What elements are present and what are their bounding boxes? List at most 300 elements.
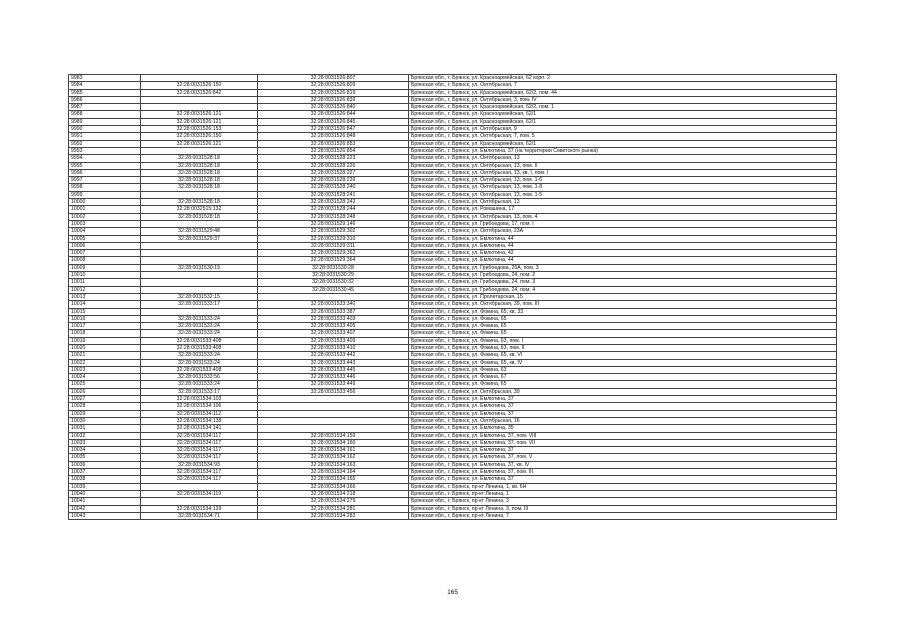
- land-cadastral-number-cell: 32:28:0031529:48: [141, 228, 258, 235]
- address-cell: Брянская обл., г. Брянск, ул. Емлютина, 37, кв. IV: [409, 461, 837, 468]
- address-cell: Брянская обл., г. Брянск, ул. Емлютина, 37: [409, 403, 837, 410]
- address-cell: Брянская обл., г. Брянск, пр-кт Ленина, 1: [409, 490, 837, 497]
- land-cadastral-number-cell: 32:28:0031534:129: [141, 505, 258, 512]
- row-number-cell: 10000: [69, 199, 141, 206]
- object-cadastral-number-cell: 32:28:0031533:409: [258, 337, 409, 344]
- table-row: [69, 133, 837, 140]
- row-number-cell: 10009: [69, 264, 141, 271]
- address-cell: Брянская обл., г. Брянск, ул. Емлютина, 37: [409, 410, 837, 417]
- object-cadastral-number-cell: 32:28:0031530:45: [258, 286, 409, 293]
- address-cell: Брянская обл., г. Брянск, ул. Емлютина, 42: [409, 250, 837, 257]
- address-cell: Брянская обл., г. Брянск, ул. Красноармейская, 62/2, пом. 44: [409, 89, 837, 96]
- table-row: [69, 293, 837, 300]
- table-row: [69, 432, 837, 439]
- object-cadastral-number-cell: 32:28:0031529:362: [258, 250, 409, 257]
- row-number-cell: 10034: [69, 447, 141, 454]
- table-row: [69, 454, 837, 461]
- row-number-cell: 9993: [69, 147, 141, 154]
- row-number-cell: 10026: [69, 388, 141, 395]
- object-cadastral-number-cell: 32:28:0031526:839: [258, 96, 409, 103]
- land-cadastral-number-cell: [141, 75, 258, 82]
- row-number-cell: 10028: [69, 403, 141, 410]
- table-row: [69, 469, 837, 476]
- table-row: [69, 359, 837, 366]
- object-cadastral-number-cell: 32:28:0031534:162: [258, 454, 409, 461]
- table-row: [69, 228, 837, 235]
- land-cadastral-number-cell: [141, 220, 258, 227]
- page-number: 165: [447, 589, 458, 596]
- table-row: [69, 104, 837, 111]
- land-cadastral-number-cell: 32:28:0031526:121: [141, 111, 258, 118]
- object-cadastral-number-cell: 32:28:0031528:244: [258, 206, 409, 213]
- land-cadastral-number-cell: [141, 96, 258, 103]
- object-cadastral-number-cell: 32:28:0031533:456: [258, 388, 409, 395]
- address-cell: Брянская обл., г. Брянск, ул. Красноармейская, 62 корп. 2: [409, 75, 837, 82]
- table-row: [69, 410, 837, 417]
- address-cell: Брянская обл., г. Брянск, ул. Октябрьская, 13, пом. 1-6: [409, 177, 837, 184]
- row-number-cell: 10003: [69, 220, 141, 227]
- land-cadastral-number-cell: 32:28:0031532:15: [141, 293, 258, 300]
- address-cell: Брянская обл., г. Брянск, ул. Красноармейская, 62/2, пом. 1: [409, 104, 837, 111]
- land-cadastral-number-cell: 32:28:0031526:842: [141, 89, 258, 96]
- row-number-cell: 10031: [69, 425, 141, 432]
- object-cadastral-number-cell: 32:28:0031534:161: [258, 447, 409, 454]
- land-cadastral-number-cell: 32:28:0031533:24: [141, 323, 258, 330]
- address-cell: Брянская обл., г. Брянск, ул. Емлютина, 44: [409, 242, 837, 249]
- row-number-cell: 10041: [69, 498, 141, 505]
- row-number-cell: 10021: [69, 352, 141, 359]
- row-number-cell: 10020: [69, 344, 141, 351]
- table-row: [69, 490, 837, 497]
- row-number-cell: 10005: [69, 235, 141, 242]
- row-number-cell: 9990: [69, 126, 141, 133]
- row-number-cell: 9997: [69, 177, 141, 184]
- object-cadastral-number-cell: 32:28:0031534:279: [258, 498, 409, 505]
- land-cadastral-number-cell: 32:28:0031533:408: [141, 337, 258, 344]
- address-cell: Брянская обл., г. Брянск, ул. Фокина, 65: [409, 323, 837, 330]
- address-cell: Брянская обл., г. Брянск, ул. Октябрьская, 9: [409, 126, 837, 133]
- object-cadastral-number-cell: [258, 403, 409, 410]
- land-cadastral-number-cell: 32:28:0031534:106: [141, 403, 258, 410]
- object-cadastral-number-cell: 32:28:0031529:302: [258, 228, 409, 235]
- land-cadastral-number-cell: [141, 104, 258, 111]
- table-row: [69, 498, 837, 505]
- row-number-cell: 10013: [69, 293, 141, 300]
- table-row: [69, 344, 837, 351]
- address-cell: Брянская обл., г. Брянск, ул. Фокина, 67: [409, 374, 837, 381]
- land-cadastral-number-cell: 32:28:0031533:17: [141, 301, 258, 308]
- table-row: [69, 388, 837, 395]
- row-number-cell: 10018: [69, 330, 141, 337]
- address-cell: Брянская обл., г. Брянск, ул. Емлютина, 37: [409, 476, 837, 483]
- land-cadastral-number-cell: [141, 308, 258, 315]
- address-cell: Брянская обл., г. Брянск, ул. Октябрьская, 13: [409, 155, 837, 162]
- table-row: [69, 308, 837, 315]
- table-row: [69, 184, 837, 191]
- land-cadastral-number-cell: [141, 498, 258, 505]
- land-cadastral-number-cell: 32:28:0031528:18: [141, 213, 258, 220]
- row-number-cell: 9984: [69, 82, 141, 89]
- object-cadastral-number-cell: 32:28:0031526:854: [258, 147, 409, 154]
- table-row: [69, 483, 837, 490]
- table-row: [69, 75, 837, 82]
- land-cadastral-number-cell: [141, 272, 258, 279]
- land-cadastral-number-cell: 32:28:0031534:117: [141, 432, 258, 439]
- address-cell: Брянская обл., г. Брянск, ул. Емлютина, 37, пом. V: [409, 454, 837, 461]
- table-row: [69, 337, 837, 344]
- table-row: [69, 250, 837, 257]
- table-row: [69, 425, 837, 432]
- address-cell: Брянская обл., г. Брянск, ул. Пролетарская, 15: [409, 293, 837, 300]
- land-cadastral-number-cell: 32:28:0031533:408: [141, 366, 258, 373]
- row-number-cell: 9987: [69, 104, 141, 111]
- address-cell: Брянская обл., г. Брянск, ул. Октябрьская, 13, пом. 4: [409, 213, 837, 220]
- address-cell: Брянская обл., г. Брянск, ул. Емлютина, 37 (на территории Советского рынка): [409, 147, 837, 154]
- land-cadastral-number-cell: 32:28:0031533:24: [141, 330, 258, 337]
- object-cadastral-number-cell: 32:28:0031528:248: [258, 213, 409, 220]
- land-cadastral-number-cell: 32:28:0031530:19: [141, 264, 258, 271]
- row-number-cell: 10022: [69, 359, 141, 366]
- land-cadastral-number-cell: 32:28:0031534:119: [141, 490, 258, 497]
- address-cell: Брянская обл., г. Брянск, ул. Емлютина, 37: [409, 396, 837, 403]
- table-row: [69, 264, 837, 271]
- address-cell: Брянская обл., г. Брянск, ул. Фокина, 63, пом. I: [409, 337, 837, 344]
- row-number-cell: 10037: [69, 469, 141, 476]
- land-cadastral-number-cell: 32:28:0032515:132: [141, 206, 258, 213]
- address-cell: Брянская обл., г. Брянск, ул. Октябрьская, 23А: [409, 228, 837, 235]
- object-cadastral-number-cell: 32:28:0031533:387: [258, 308, 409, 315]
- table-row: [69, 417, 837, 424]
- object-cadastral-number-cell: [258, 410, 409, 417]
- address-cell: Брянская обл., г. Брянск, ул. Емлютина, 37, пом. VIII: [409, 432, 837, 439]
- row-number-cell: 10043: [69, 512, 141, 519]
- row-number-cell: 10032: [69, 432, 141, 439]
- object-cadastral-number-cell: 32:28:0031533:407: [258, 330, 409, 337]
- address-cell: Брянская обл., г. Брянск, ул. Фокина, 65, кв. 33: [409, 308, 837, 315]
- address-cell: Брянская обл., г. Брянск, ул. Октябрьская, 3, пом. IV: [409, 96, 837, 103]
- object-cadastral-number-cell: 32:28:0031526:844: [258, 111, 409, 118]
- row-number-cell: 10011: [69, 279, 141, 286]
- object-cadastral-number-cell: 32:28:0031526:845: [258, 118, 409, 125]
- object-cadastral-number-cell: 32:28:0031534:163: [258, 461, 409, 468]
- land-cadastral-number-cell: 32:28:0031533:17: [141, 388, 258, 395]
- row-number-cell: 9998: [69, 184, 141, 191]
- object-cadastral-number-cell: 32:28:0031526:853: [258, 140, 409, 147]
- address-cell: Брянская обл., г. Брянск, ул. Грибоедова, 26А, пом. 3: [409, 264, 837, 271]
- row-number-cell: 9989: [69, 118, 141, 125]
- land-cadastral-number-cell: 32:28:0031534:112: [141, 410, 258, 417]
- address-cell: Брянская обл., г. Брянск, ул. Октябрьская, 7, пом. 5: [409, 133, 837, 140]
- row-number-cell: 10023: [69, 366, 141, 373]
- land-cadastral-number-cell: 32:28:0031534:141: [141, 425, 258, 432]
- row-number-cell: 10006: [69, 242, 141, 249]
- table-row: [69, 220, 837, 227]
- object-cadastral-number-cell: 32:28:0031534:159: [258, 432, 409, 439]
- row-number-cell: 10040: [69, 490, 141, 497]
- address-cell: Брянская обл., г. Брянск, ул. Фокина, 65, кв. IV: [409, 359, 837, 366]
- land-cadastral-number-cell: 32:28:0031529:37: [141, 235, 258, 242]
- table-row: [69, 279, 837, 286]
- table-row: [69, 89, 837, 96]
- row-number-cell: 10036: [69, 461, 141, 468]
- object-cadastral-number-cell: 32:28:0031529:311: [258, 242, 409, 249]
- object-cadastral-number-cell: 32:28:0031533:403: [258, 315, 409, 322]
- object-cadastral-number-cell: 32:28:0031528:223: [258, 155, 409, 162]
- row-number-cell: 10010: [69, 272, 141, 279]
- land-cadastral-number-cell: 32:28:0031534:103: [141, 396, 258, 403]
- address-cell: Брянская обл., г. Брянск, ул. Емлютина, 37, пом. VII: [409, 439, 837, 446]
- row-number-cell: 10033: [69, 439, 141, 446]
- object-cadastral-number-cell: 32:28:0031528:239: [258, 177, 409, 184]
- land-cadastral-number-cell: 32:28:0031534:93: [141, 461, 258, 468]
- land-cadastral-number-cell: [141, 191, 258, 198]
- address-cell: Брянская обл., г. Брянск, ул. Фокина, 65: [409, 315, 837, 322]
- row-number-cell: 9986: [69, 96, 141, 103]
- table-row: [69, 381, 837, 388]
- land-cadastral-number-cell: 32:28:0031528:18: [141, 162, 258, 169]
- object-cadastral-number-cell: 32:28:0031533:340: [258, 301, 409, 308]
- row-number-cell: 9995: [69, 162, 141, 169]
- land-cadastral-number-cell: [141, 279, 258, 286]
- address-cell: Брянская обл., г. Брянск, ул. Октябрьская, 13, пом. 1-8: [409, 184, 837, 191]
- row-number-cell: 10007: [69, 250, 141, 257]
- row-number-cell: 10027: [69, 396, 141, 403]
- land-cadastral-number-cell: 32:28:0031534:117: [141, 447, 258, 454]
- object-cadastral-number-cell: 32:28:0031529:310: [258, 235, 409, 242]
- table-row: [69, 118, 837, 125]
- row-number-cell: 9992: [69, 140, 141, 147]
- object-cadastral-number-cell: 32:28:0031526:807: [258, 75, 409, 82]
- land-cadastral-number-cell: 32:28:0031534:117: [141, 476, 258, 483]
- row-number-cell: 10024: [69, 374, 141, 381]
- table-row: [69, 96, 837, 103]
- row-number-cell: 10015: [69, 308, 141, 315]
- address-cell: Брянская обл., г. Брянск, пр-кт Ленина, 3, пом. III: [409, 505, 837, 512]
- address-cell: Брянская обл., г. Брянск, ул. Красноармейская, 62/1: [409, 118, 837, 125]
- row-number-cell: 10019: [69, 337, 141, 344]
- address-cell: Брянская обл., г. Брянск, пр-кт Ленина, 1, кв. 6Н: [409, 483, 837, 490]
- row-number-cell: 10017: [69, 323, 141, 330]
- object-cadastral-number-cell: 32:28:0031534:281: [258, 505, 409, 512]
- object-cadastral-number-cell: 32:28:0031526:847: [258, 126, 409, 133]
- land-cadastral-number-cell: 32:28:0031533:24: [141, 352, 258, 359]
- address-cell: Брянская обл., г. Брянск, ул. Грибоедова, 17, пом. I: [409, 220, 837, 227]
- row-number-cell: 9991: [69, 133, 141, 140]
- land-cadastral-number-cell: 32:28:0031528:18: [141, 184, 258, 191]
- row-number-cell: 10012: [69, 286, 141, 293]
- object-cadastral-number-cell: 32:28:0031528:227: [258, 169, 409, 176]
- table-row: [69, 512, 837, 519]
- table-row: [69, 396, 837, 403]
- address-cell: Брянская обл., г. Брянск, ул. Фокина, 63, пом. II: [409, 344, 837, 351]
- row-number-cell: 10004: [69, 228, 141, 235]
- table-row: [69, 439, 837, 446]
- row-number-cell: 9999: [69, 191, 141, 198]
- address-cell: Брянская обл., г. Брянск, ул. Емлютина, 35: [409, 425, 837, 432]
- table-row: [69, 272, 837, 279]
- land-cadastral-number-cell: 32:28:0031526:153: [141, 126, 258, 133]
- object-cadastral-number-cell: 32:28:0031534:283: [258, 512, 409, 519]
- table-row: [69, 257, 837, 264]
- address-cell: Брянская обл., г. Брянск, ул. Емлютина, 37, пом. III: [409, 469, 837, 476]
- address-cell: Брянская обл., г. Брянск, ул. Грибоедова, 24, пом. 2: [409, 272, 837, 279]
- object-cadastral-number-cell: 32:28:0031528:240: [258, 184, 409, 191]
- land-cadastral-number-cell: 32:28:0031526:121: [141, 140, 258, 147]
- object-cadastral-number-cell: 32:28:0031530:32: [258, 279, 409, 286]
- land-cadastral-number-cell: 32:28:0031534:138: [141, 417, 258, 424]
- table-row: [69, 374, 837, 381]
- table-row: [69, 323, 837, 330]
- land-cadastral-number-cell: 32:28:0031533:24: [141, 359, 258, 366]
- address-cell: Брянская обл., г. Брянск, ул. Октябрьская, 13: [409, 199, 837, 206]
- table-row: [69, 82, 837, 89]
- table-row: [69, 213, 837, 220]
- land-cadastral-number-cell: 32:28:0031528:18: [141, 169, 258, 176]
- address-cell: Брянская обл., г. Брянск, пр-кт Ленина, 7: [409, 512, 837, 519]
- table-row: [69, 199, 837, 206]
- land-cadastral-number-cell: [141, 250, 258, 257]
- object-cadastral-number-cell: 32:28:0031533:446: [258, 374, 409, 381]
- land-cadastral-number-cell: [141, 147, 258, 154]
- address-cell: Брянская обл., г. Брянск, ул. Фокина, 63: [409, 366, 837, 373]
- object-cadastral-number-cell: 32:28:0031526:809: [258, 82, 409, 89]
- table-row: [69, 111, 837, 118]
- land-cadastral-number-cell: [141, 483, 258, 490]
- row-number-cell: 9988: [69, 111, 141, 118]
- land-cadastral-number-cell: [141, 257, 258, 264]
- object-cadastral-number-cell: 32:28:0031530:28: [258, 264, 409, 271]
- table-row: [69, 352, 837, 359]
- object-cadastral-number-cell: 32:28:0031534:165: [258, 476, 409, 483]
- object-cadastral-number-cell: 32:28:0031529:146: [258, 220, 409, 227]
- table-row: [69, 505, 837, 512]
- address-cell: Брянская обл., г. Брянск, ул. Грибоедова, 24, пом. 4: [409, 286, 837, 293]
- address-cell: Брянская обл., г. Брянск, ул. Емлютина, 44: [409, 235, 837, 242]
- object-cadastral-number-cell: 32:28:0031528:226: [258, 162, 409, 169]
- address-cell: Брянская обл., г. Брянск, ул. Красноармейская, 62/1: [409, 111, 837, 118]
- object-cadastral-number-cell: 32:28:0031528:241: [258, 191, 409, 198]
- address-cell: Брянская обл., г. Брянск, ул. Октябрьская, 7: [409, 82, 837, 89]
- address-cell: Брянская обл., г. Брянск, пр-кт Ленина, 3: [409, 498, 837, 505]
- row-number-cell: 10039: [69, 483, 141, 490]
- address-cell: Брянская обл., г. Брянск, ул. Октябрьская, 39, пом. III: [409, 301, 837, 308]
- row-number-cell: 10030: [69, 417, 141, 424]
- address-cell: Брянская обл., г. Брянск, ул. Грибоедова, 24, пом. 3: [409, 279, 837, 286]
- row-number-cell: 10042: [69, 505, 141, 512]
- object-cadastral-number-cell: 32:28:0031534:166: [258, 483, 409, 490]
- land-cadastral-number-cell: 32:28:0031528:18: [141, 155, 258, 162]
- object-cadastral-number-cell: 32:28:0031534:160: [258, 439, 409, 446]
- address-cell: Брянская обл., г. Брянск, ул. Емлютина, 37: [409, 447, 837, 454]
- land-cadastral-number-cell: 32:28:0031526:150: [141, 133, 258, 140]
- address-cell: Брянская обл., г. Брянск, ул. Октябрьская, 16: [409, 417, 837, 424]
- row-number-cell: 10038: [69, 476, 141, 483]
- registry-table-body: [69, 75, 837, 520]
- row-number-cell: 10001: [69, 206, 141, 213]
- address-cell: Брянская обл., г. Брянск, ул. Октябрьская, 39: [409, 388, 837, 395]
- address-cell: Брянская обл., г. Брянск, ул. Октябрьская, 13, пом. II: [409, 162, 837, 169]
- table-row: [69, 177, 837, 184]
- land-cadastral-number-cell: 32:28:0031534:71: [141, 512, 258, 519]
- object-cadastral-number-cell: [258, 425, 409, 432]
- table-row: [69, 447, 837, 454]
- table-row: [69, 242, 837, 249]
- object-cadastral-number-cell: [258, 417, 409, 424]
- object-cadastral-number-cell: 32:28:0031526:840: [258, 104, 409, 111]
- row-number-cell: 10002: [69, 213, 141, 220]
- object-cadastral-number-cell: 32:28:0031526:848: [258, 133, 409, 140]
- object-cadastral-number-cell: 32:28:0031533:443: [258, 359, 409, 366]
- land-cadastral-number-cell: 32:28:0031528:18: [141, 177, 258, 184]
- table-row: [69, 301, 837, 308]
- land-cadastral-number-cell: 32:28:0031526:150: [141, 82, 258, 89]
- address-cell: Брянская обл., г. Брянск, ул. Октябрьская, 13, кв. I, пом. I: [409, 169, 837, 176]
- row-number-cell: 9994: [69, 155, 141, 162]
- land-cadastral-number-cell: [141, 286, 258, 293]
- land-cadastral-number-cell: [141, 242, 258, 249]
- object-cadastral-number-cell: 32:28:0031533:410: [258, 344, 409, 351]
- row-number-cell: 10016: [69, 315, 141, 322]
- row-number-cell: 10008: [69, 257, 141, 264]
- registry-table: [68, 74, 837, 520]
- land-cadastral-number-cell: 32:28:0031534:117: [141, 469, 258, 476]
- land-cadastral-number-cell: 32:28:0031534:117: [141, 454, 258, 461]
- land-cadastral-number-cell: 32:28:0031533:24: [141, 381, 258, 388]
- row-number-cell: 9996: [69, 169, 141, 176]
- address-cell: Брянская обл., г. Брянск, ул. Фокина, 65: [409, 330, 837, 337]
- table-row: [69, 162, 837, 169]
- row-number-cell: 9983: [69, 75, 141, 82]
- address-cell: Брянская обл., г. Брянск, ул. Фокина, 65: [409, 381, 837, 388]
- table-row: [69, 235, 837, 242]
- land-cadastral-number-cell: 32:28:0031533:56: [141, 374, 258, 381]
- land-cadastral-number-cell: 32:28:0031533:24: [141, 315, 258, 322]
- table-row: [69, 206, 837, 213]
- row-number-cell: 9985: [69, 89, 141, 96]
- object-cadastral-number-cell: [258, 293, 409, 300]
- table-row: [69, 191, 837, 198]
- table-row: [69, 147, 837, 154]
- row-number-cell: 10025: [69, 381, 141, 388]
- address-cell: Брянская обл., г. Брянск, ул. Фокина, 65, кв. VI: [409, 352, 837, 359]
- table-row: [69, 461, 837, 468]
- table-row: [69, 366, 837, 373]
- object-cadastral-number-cell: 32:28:0031529:364: [258, 257, 409, 264]
- row-number-cell: 10029: [69, 410, 141, 417]
- object-cadastral-number-cell: 32:28:0031533:442: [258, 352, 409, 359]
- object-cadastral-number-cell: 32:28:0031533:405: [258, 323, 409, 330]
- land-cadastral-number-cell: 32:28:0031533:408: [141, 344, 258, 351]
- address-cell: Брянская обл., г. Брянск, ул. Октябрьская, 13, пом. 1-5: [409, 191, 837, 198]
- table-row: [69, 155, 837, 162]
- object-cadastral-number-cell: 32:28:0031534:164: [258, 469, 409, 476]
- object-cadastral-number-cell: 32:28:0031533:449: [258, 381, 409, 388]
- object-cadastral-number-cell: [258, 396, 409, 403]
- land-cadastral-number-cell: 32:28:0031528:18: [141, 199, 258, 206]
- table-row: [69, 169, 837, 176]
- table-row: [69, 315, 837, 322]
- object-cadastral-number-cell: 32:28:0031534:218: [258, 490, 409, 497]
- table-row: [69, 403, 837, 410]
- address-cell: Брянская обл., г. Брянск, ул. Ромашина, 17: [409, 206, 837, 213]
- address-cell: Брянская обл., г. Брянск, ул. Красноармейская, 62/1: [409, 140, 837, 147]
- table-row: [69, 140, 837, 147]
- row-number-cell: 10035: [69, 454, 141, 461]
- object-cadastral-number-cell: 32:28:0031526:819: [258, 89, 409, 96]
- land-cadastral-number-cell: 32:28:0031526:121: [141, 118, 258, 125]
- table-row: [69, 126, 837, 133]
- object-cadastral-number-cell: 32:28:0031533:445: [258, 366, 409, 373]
